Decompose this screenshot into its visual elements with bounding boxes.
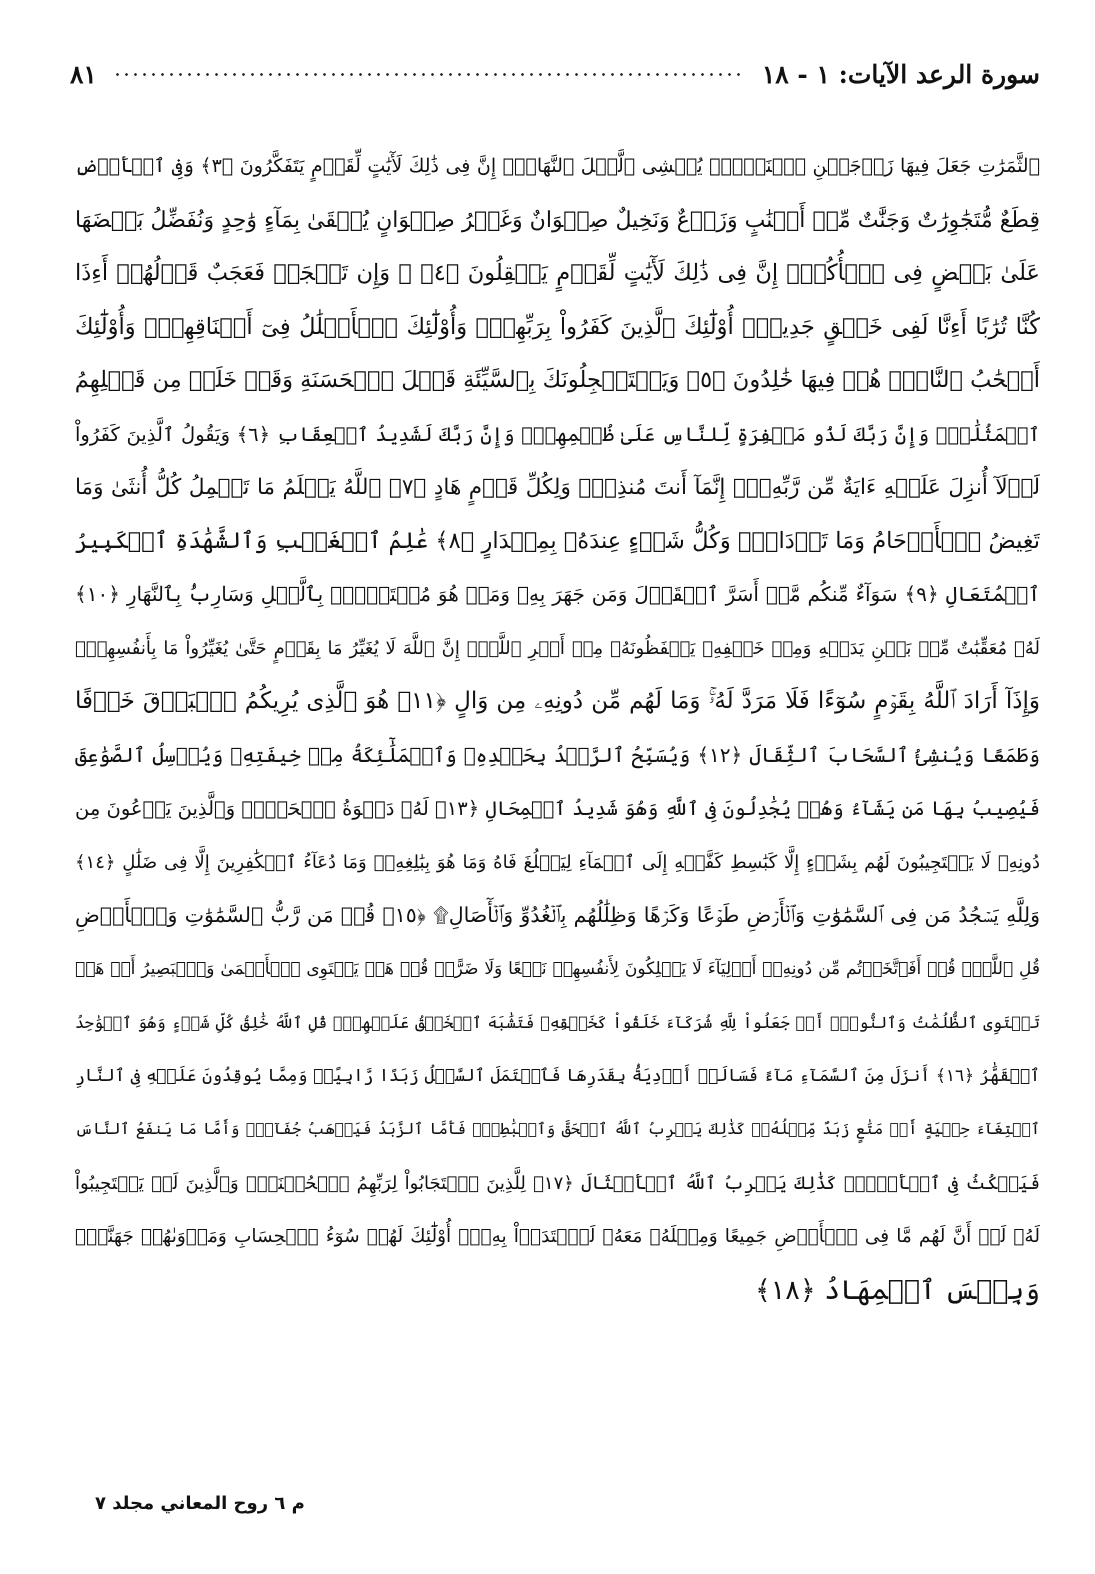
text-line: لَهُۥ لَوۡ أَنَّ لَهُم مَّا فِى ٱلۡأَرۡضِ جَمِيعًا وَمِثۡلَهُۥ مَعَهُۥ لَٱفۡتَدَوۡاْ بِهِۦٓۚ أُوْلَٰٓئِكَ لَهُمۡ سُوٓءُ ٱلۡحِسَابِ وَمَأۡوَىٰهُمۡ جَهَنَّمُۖ <box>75 1226 1040 1247</box>
text-line: عَلَىٰ بَعۡضٍ فِى ٱلۡأُكُلِۚ إِنَّ فِى ذَٰلِكَ لَأٓيَٰتٍ لِّقَوۡمٍ يَعۡقِلُونَ ﴿٤﴾ ۞ وَإِن تَعۡجَبۡ فَعَجَبٌ قَوۡلُهُمۡ أَءِذَا <box>75 260 1040 286</box>
text-line: فَيُصِيبُ بِهَا مَن يَشَآءُ وَهُمۡ يُجَٰدِلُونَ فِى ٱللَّهِ وَهُوَ شَدِيدُ ٱلۡمِحَالِ ﴿١٣﴾ لَهُۥ دَعۡوَةُ ٱلۡحَقِّۖ وَٱلَّذِينَ يَدۡعُونَ مِن <box>75 797 1040 820</box>
text-line: ٱلۡقَهَّٰرُ ﴿١٦﴾ أَنزَلَ مِنَ ٱلسَّمَآءِ مَآءً فَسَالَتۡ أَوۡدِيَةُۢ بِقَدَرِهَا فَٱحۡتَمَلَ ٱلسَّيۡلُ زَبَدًا رَّابِيًاۖ وَمِمَّا يُوقِدُونَ عَلَيۡهِ فِى ٱلنَّارِ <box>75 1065 1040 1086</box>
page-number: ٨١ <box>70 59 97 89</box>
text-line: فَيَمۡكُثُ فِى ٱلۡأَرۡضِۚ كَذَٰلِكَ يَضۡرِبُ ٱللَّهُ ٱلۡأَمۡثَالَ ﴿١٧﴾ لِلَّذِينَ ٱسۡتَجَابُواْ لِرَبِّهِمُ ٱلۡحُسۡنَىٰۚ وَٱلَّذِينَ لَمۡ يَسۡتَجِيبُواْ <box>75 1172 1040 1194</box>
text-line: وَبِئۡسَ ٱلۡمِهَادُ ﴿١٨﴾ <box>754 1274 1040 1306</box>
text-line: تَسۡتَوِى ٱلظُّلُمَٰتُ وَٱلنُّورُۗ أَمۡ جَعَلُواْ لِلَّهِ شُرَكَآءَ خَلَقُواْ كَخَلۡقِهِۦ فَتَشَٰبَهَ ٱلۡخَلۡقُ عَلَيۡهِمۡۚ قُلِ ٱللَّهُ خَٰلِقُ كُلِّ شَىۡءٍ وَهُوَ ٱلۡوَٰحِدُ <box>75 1013 1040 1032</box>
text-line: تَغِيضُ ٱلۡأَرۡحَامُ وَمَا تَزۡدَادُۖ وَكُلُّ شَىۡءٍ عِندَهُۥ بِمِقۡدَارٍ ﴿٨﴾ عَٰلِمُ ٱلۡغَيۡبِ وَٱلشَّهَٰدَةِ ٱلۡكَبِيرُ <box>75 527 1040 554</box>
text-line: ٱلۡمَثُلَٰتُۗ وَإِنَّ رَبَّكَ لَذُو مَغۡفِرَةٍ لِّلنَّاسِ عَلَىٰ ظُلۡمِهِمۡۖ وَإِنَّ رَبَّكَ لَشَدِيدُ ٱلۡعِقَابِ ﴿٦﴾ وَيَقُولُ ٱلَّذِينَ كَفَرُواْ <box>75 422 1040 446</box>
text-line: وَطَمَعًا وَيُنشِئُ ٱلسَّحَابَ ٱلثِّقَالَ ﴿١٢﴾ وَيُسَبِّحُ ٱلرَّعۡدُ بِحَمۡدِهِۦ وَٱلۡمَلَٰٓئِكَةُ مِنۡ خِيفَتِهِۦ وَيُرۡسِلُ ٱلصَّوَٰعِقَ <box>75 742 1040 767</box>
verse-text-block <box>75 140 1040 1317</box>
text-line: أَصۡحَٰبُ ٱلنَّارِۖ هُمۡ فِيهَا خَٰلِدُونَ ﴿٥﴾ وَيَسۡتَعۡجِلُونَكَ بِٱلسَّيِّئَةِ قَبۡلَ ٱلۡحَسَنَةِ وَقَدۡ خَلَتۡ مِن قَبۡلِهِمُ <box>75 367 1040 393</box>
text-line: وَلِلَّهِ يَسۡجُدُ مَن فِى ٱلسَّمَٰوَٰتِ وَٱلۡأَرۡضِ طَوۡعًا وَكَرۡهًا وَظِلَٰلُهُم بِٱلۡغُدُوِّ وَٱلۡأٓصَالِ۩ ﴿١٥﴾ قُلۡ مَن رَّبُّ ٱلسَّمَٰوَٰتِ وَٱلۡأَرۡضِ <box>75 903 1040 927</box>
text-line: قِطَعٌ مُّتَجَٰوِرَٰتٌ وَجَنَّٰتٌ مِّنۡ أَعۡنَٰبٍ وَزَرۡعٌ وَنَخِيلٌ صِنۡوَانٌ وَغَيۡرُ صِنۡوَانٍ يُسۡقَىٰ بِمَآءٍ وَٰحِدٍ وَنُفَضِّلُ بَعۡضَهَا <box>75 207 1040 233</box>
leader-dots <box>113 73 746 76</box>
text-line: وَإِذَآ أَرَادَ ٱللَّهُ بِقَوۡمٍ سُوٓءًا فَلَا مَرَدَّ لَهُۥۚ وَمَا لَهُم مِّن دُونِهِۦ مِن وَالٍ ﴿١١﴾ هُوَ ٱلَّذِى يُرِيكُمُ ٱلۡبَرۡقَ خَوۡفًا <box>75 688 1040 714</box>
text-line: قُلِ ٱللَّهُۚ قُلۡ أَفَٱتَّخَذۡتُم مِّن دُونِهِۦٓ أَوۡلِيَآءَ لَا يَمۡلِكُونَ لِأَنفُسِهِمۡ نَفۡعًا وَلَا ضَرًّاۚ قُلۡ هَلۡ يَسۡتَوِى ٱلۡأَعۡمَىٰ وَٱلۡبَصِيرُ أَمۡ هَلۡ <box>75 958 1040 979</box>
text-line: لَوۡلَآ أُنزِلَ عَلَيۡهِ ءَايَةٌ مِّن رَّبِّهِۦٓۗ إِنَّمَآ أَنتَ مُنذِرٌۖ وَلِكُلِّ قَوۡمٍ هَادٍ ﴿٧﴾ ٱللَّهُ يَعۡلَمُ مَا تَحۡمِلُ كُلُّ أُنثَىٰ وَمَا <box>75 475 1040 500</box>
signature-mark: م ٦ روح المعاني مجلد ٧ <box>95 1493 305 1514</box>
text-line: كُنَّا تُرَٰبًا أَءِنَّا لَفِى خَلۡقٍ جَدِيدٍۗ أُوْلَٰٓئِكَ ٱلَّذِينَ كَفَرُواْ بِرَبِّهِمۡۖ وَأُوْلَٰٓئِكَ ٱلۡأَغۡلَٰلُ فِىٓ أَعۡنَاقِهِمۡۖ وَأُوْلَٰٓئِكَ <box>75 313 1040 340</box>
text-line: ٱبۡتِغَآءَ حِلۡيَةٍ أَوۡ مَتَٰعٍ زَبَدٌ مِّثۡلُهُۥۚ كَذَٰلِكَ يَضۡرِبُ ٱللَّهُ ٱلۡحَقَّ وَٱلۡبَٰطِلَۚ فَأَمَّا ٱلزَّبَدُ فَيَذۡهَبُ جُفَآءًۖ وَأَمَّا مَا يَنفَعُ ٱلنَّاسَ <box>75 1120 1040 1138</box>
page-header <box>70 52 1040 96</box>
text-line: ٱلثَّمَرَٰتِ جَعَلَ فِيهَا زَوۡجَيۡنِ ٱثۡنَيۡنِۖ يُغۡشِى ٱلَّيۡلَ ٱلنَّهَارَۚ إِنَّ فِى ذَٰلِكَ لَأٓيَٰتٍ لِّقَوۡمٍ يَتَفَكَّرُونَ ﴿٣﴾ وَفِى ٱلۡأَرۡضِ <box>75 155 1040 177</box>
text-line: ٱلۡمُتَعَالِ ﴿٩﴾ سَوَآءٌ مِّنكُم مَّنۡ أَسَرَّ ٱلۡقَوۡلَ وَمَن جَهَرَ بِهِۦ وَمَنۡ هُوَ مُسۡتَخۡفٍۭ بِٱلَّيۡلِ وَسَارِبُۢ بِٱلنَّهَارِ ﴿١٠﴾ <box>75 582 1040 606</box>
text-line: دُونِهِۦ لَا يَسۡتَجِيبُونَ لَهُم بِشَىۡءٍ إِلَّا كَبَٰسِطِ كَفَّيۡهِ إِلَى ٱلۡمَآءِ لِيَبۡلُغَ فَاهُ وَمَا هُوَ بِبَٰلِغِهِۦۚ وَمَا دُعَآءُ ٱلۡكَٰفِرِينَ إِلَّا فِى ضَلَٰلٍ ﴿١٤﴾ <box>75 851 1040 873</box>
text-line: لَهُۥ مُعَقِّبَٰتٌ مِّنۢ بَيۡنِ يَدَيۡهِ وَمِنۡ خَلۡفِهِۦ يَحۡفَظُونَهُۥ مِنۡ أَمۡرِ ٱللَّهِۗ إِنَّ ٱللَّهَ لَا يُغَيِّرُ مَا بِقَوۡمٍ حَتَّىٰ يُغَيِّرُواْ مَا بِأَنفُسِهِمۡۗ <box>75 637 1040 659</box>
running-title: سورة الرعد الآيات: ١ - ١٨ <box>761 59 1040 89</box>
